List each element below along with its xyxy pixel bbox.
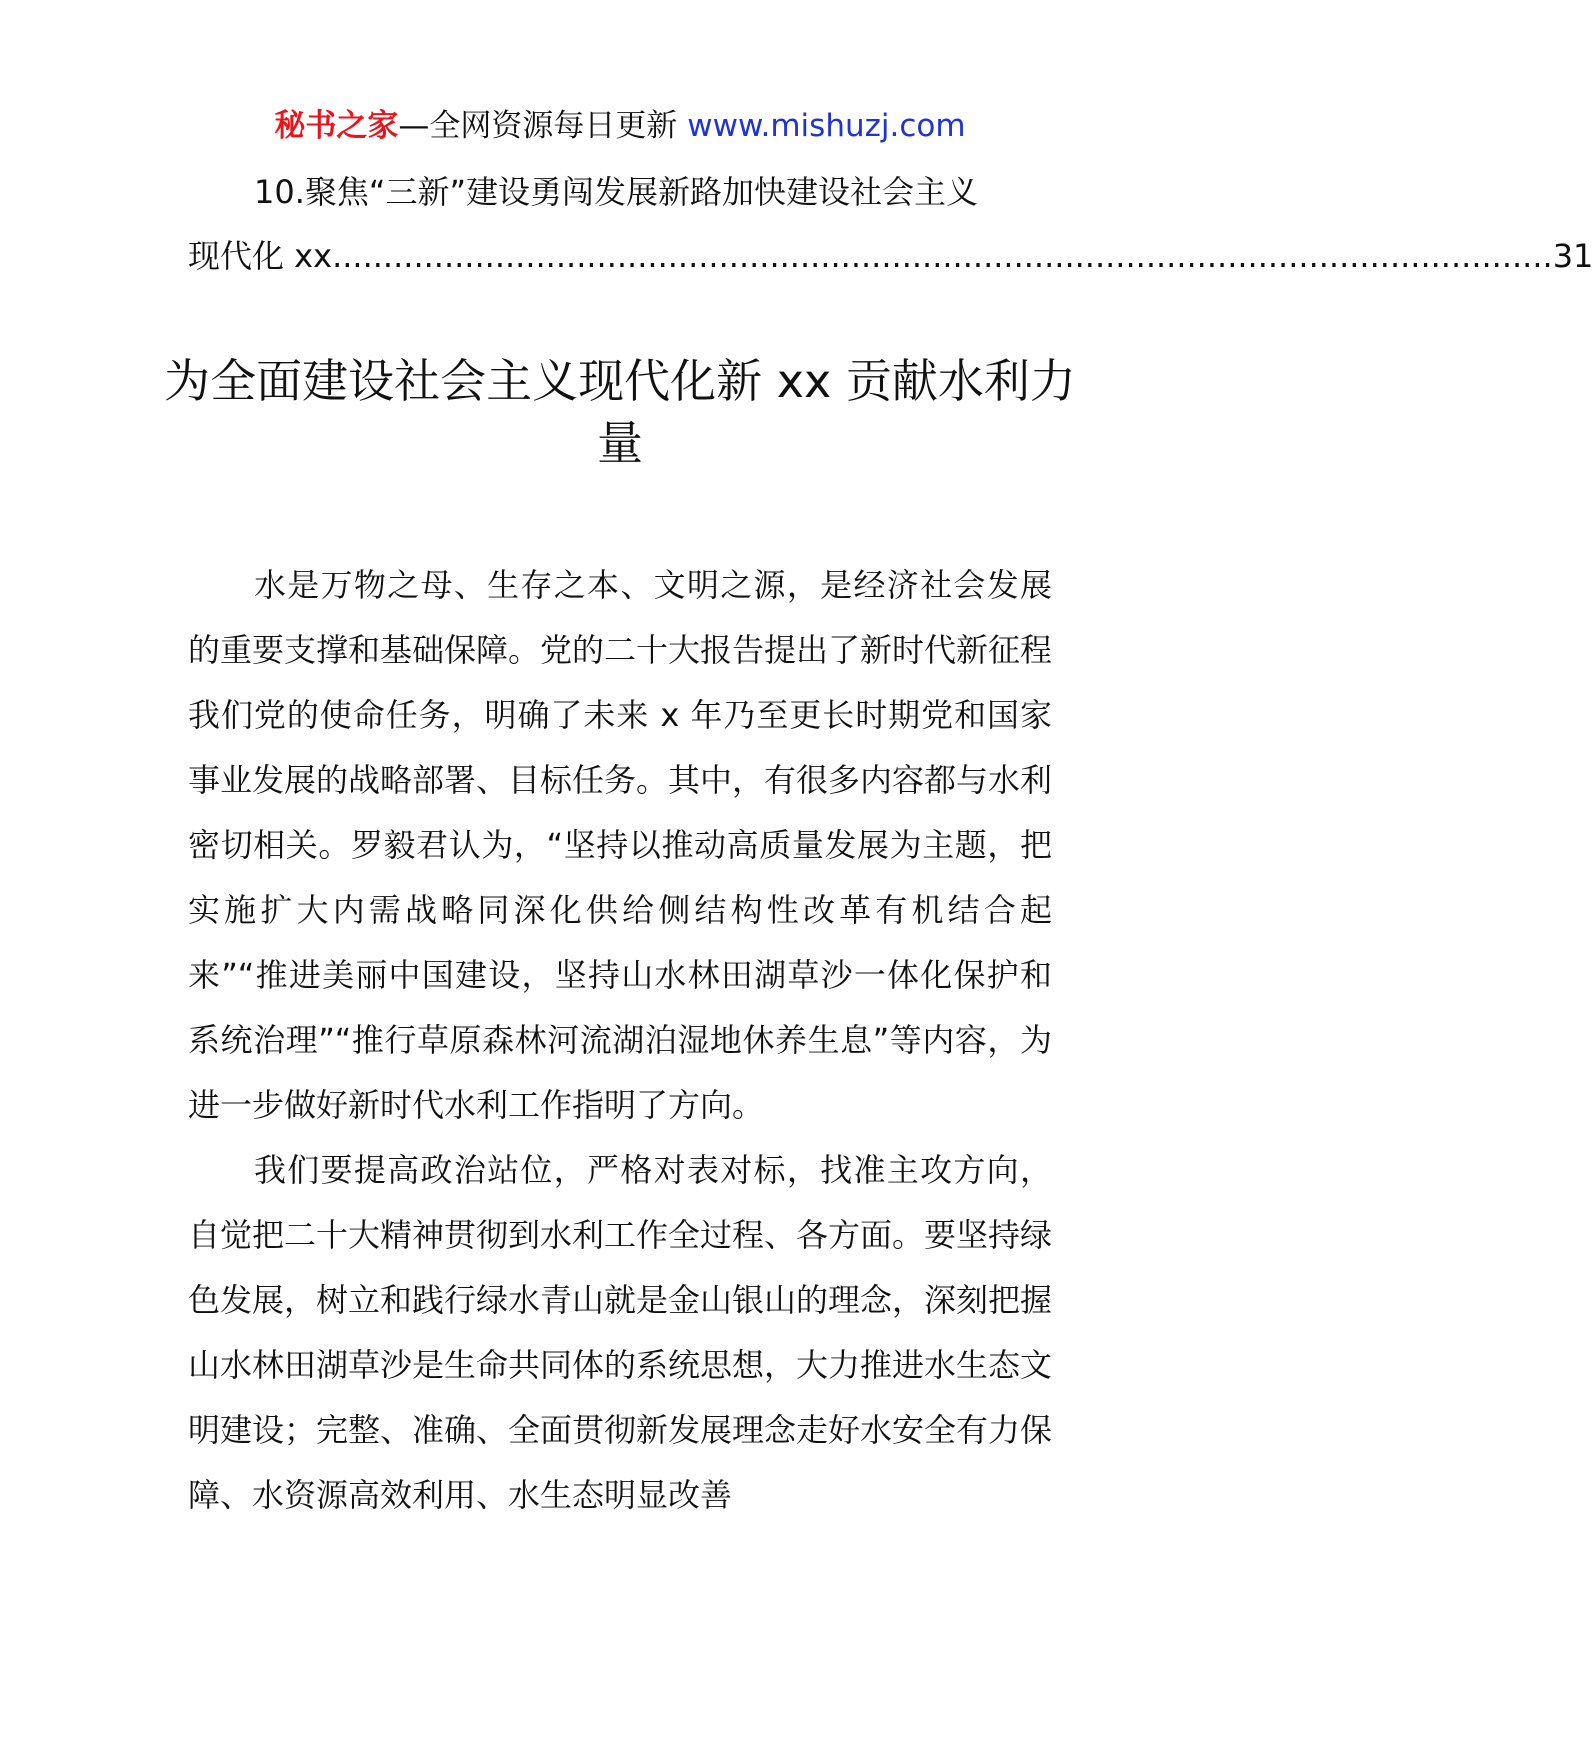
toc-entry-title-line2 — [188, 224, 1593, 288]
site-brand: 秘书之家 — [274, 108, 399, 144]
toc-page-number: 31 — [1552, 237, 1593, 275]
table-of-contents-entry[interactable] — [188, 160, 1593, 288]
body-paragraph: 水是万物之母、生存之本、文明之源，是经济社会发展的重要支撑和基础保障。党的二十大报告提出了新时代新征程我们党的使命任务，明确了未来 x 年乃至更长时期党和国家事业发展的战略部署、目标任务。其中，有很多内容都与水利密切相关。罗毅君认为，“坚持以推动高质量发展为主题，把实施扩大内需战略同深化供给侧结构性改革有机结合起来”“推进美丽中国建设，坚持山水林田湖草沙一体化保护和系统治理”“推行草原森林河流湖泊湿地休养生息”等内容，为进一步做好新时代水利工作指明了方向。 — [188, 566, 1053, 1124]
site-header — [0, 104, 1240, 148]
toc-leader-dots: ........................................................................................................................ — [332, 237, 1553, 275]
toc-entry-title-line1: 10.聚焦“三新”建设勇闯发展新路加快建设社会主义 — [254, 173, 979, 211]
body-paragraph: 我们要提高政治站位，严格对表对标，找准主攻方向，自觉把二十大精神贯彻到水利工作全过程、各方面。要坚持绿色发展，树立和践行绿水青山就是金山银山的理念，深刻把握山水林田湖草沙是生命共同体的系统思想，大力推进水生态文明建设；完整、准确、全面贯彻新发展理念走好水安全有力保障、水资源高效利用、水生态明显改善 — [188, 1151, 1053, 1514]
toc-entry-title-tail: 现代化 xx — [188, 237, 333, 275]
site-url-link[interactable]: www.mishuzj.com — [687, 108, 966, 144]
site-tagline: —全网资源每日更新 — [398, 108, 688, 144]
article-body — [188, 553, 1052, 1528]
article-title: 为全面建设社会主义现代化新 xx 贡献水利力量 — [164, 354, 1076, 470]
